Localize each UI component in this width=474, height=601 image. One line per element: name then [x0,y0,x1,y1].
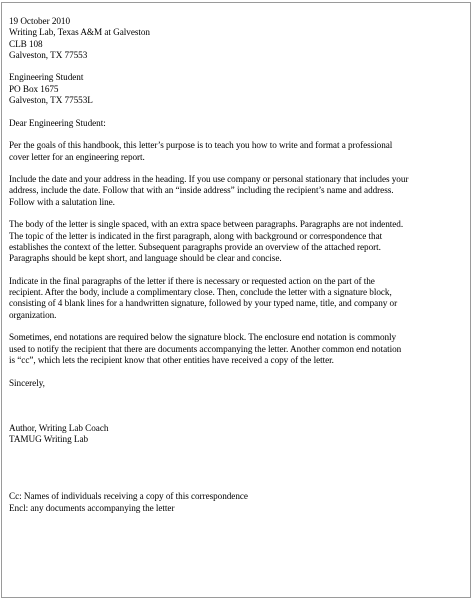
signer-name: Author, Writing Lab Coach [9,422,109,433]
document-page [1,2,471,598]
enclosure-notation: Encl: any documents accompanying the letter [9,502,175,513]
body-paragraph-closing [9,276,469,321]
paragraph-line: is “cc”, which lets the recipient know that other entities have received a copy of the letter. [9,354,334,365]
paragraph-line: Per the goals of this handbook, this letter’s purpose is to teach you how to write and format a professional [9,140,393,151]
heading-date: 19 October 2010 [9,16,70,26]
paragraph-line: cover letter for an engineering report. [9,151,145,162]
paragraph-line: recipient. After the body, include a complimentary close. Then, conclude the letter with a signature block, [9,287,392,298]
heading-organization: Writing Lab, Texas A&M at Galveston [9,27,150,38]
signature-space [9,389,469,423]
paragraph-line: Include the date and your address in the heading. If you use company or personal stationary that includes your [9,174,409,185]
complimentary-close [9,378,469,389]
recipient-po-box: PO Box 1675 [9,83,59,94]
body-paragraph-heading [9,174,469,208]
salutation-text: Dear Engineering Student: [9,117,106,128]
paragraph-line: The body of the letter is single spaced, with an extra space between paragraphs. Paragraphs are not indented. [9,219,404,230]
heading-building: CLB 108 [9,38,43,49]
end-notations [9,491,469,514]
paragraph-line: organization. [9,309,57,320]
paragraph-line: Paragraphs should be kept short, and language should be clear and concise. [9,253,282,264]
salutation [9,118,469,129]
signer-organization: TAMUG Writing Lab [9,434,89,445]
body-paragraph-notations [9,332,469,366]
heading-city: Galveston, TX 77553 [9,49,88,60]
paragraph-line: address, include the date. Follow that with an “inside address” including the recipient’s name and address. [9,185,394,196]
paragraph-line: consisting of 4 blank lines for a handwritten signature, followed by your typed name, title, and company or [9,298,398,309]
paragraph-line: Indicate in the final paragraphs of the letter if there is necessary or requested action on the part of the [9,275,375,286]
cc-notation: Cc: Names of individuals receiving a copy of this correspondence [9,491,248,502]
cover-letter [9,16,469,514]
paragraph-line: establishes the context of the letter. Subsequent paragraphs provide an overview of the attached report. [9,241,381,252]
body-paragraph-purpose [9,140,469,163]
recipient-name: Engineering Student [9,72,84,83]
inside-address [9,72,469,106]
recipient-city: Galveston, TX 77553L [9,95,93,106]
paragraph-line: used to notify the recipient that there are documents accompanying the letter. Another common end notation [9,343,402,354]
paragraph-line: Follow with a salutation line. [9,196,115,207]
paragraph-line: Sometimes, end notations are required below the signature block. The enclosure end notation is commonly [9,332,397,343]
body-paragraph-body [9,219,469,264]
paragraph-line: The topic of the letter is indicated in the first paragraph, along with background or correspondence that [9,230,383,241]
signature-block [9,423,469,446]
notation-space [9,445,469,491]
closing-text: Sincerely, [9,377,45,388]
sender-heading [9,16,469,61]
